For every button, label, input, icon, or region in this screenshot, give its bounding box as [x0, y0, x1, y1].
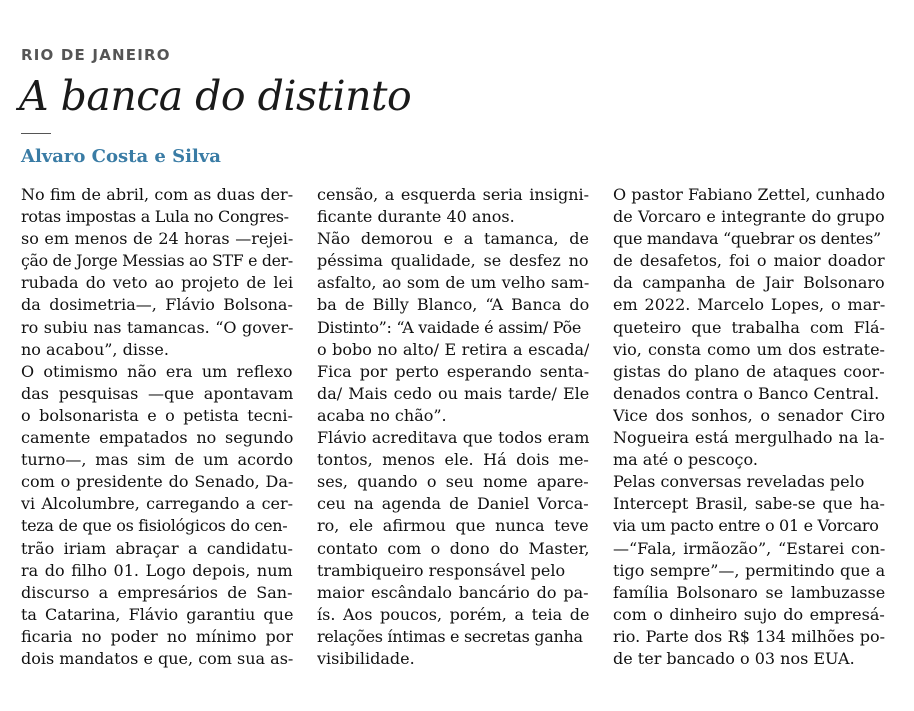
text-line: No fim de abril, com as duas der- [21, 185, 293, 204]
text-line: o bobo no alto/ E retira a escada/ [317, 339, 589, 359]
text-line: ficaria no poder no mínimo por [21, 626, 293, 646]
text-line: o bolsonarista e o petista tecni- [21, 405, 293, 425]
text-line: queteiro que trabalha com Flá- [613, 317, 885, 337]
text-line: de Vorcaro e integrante do grupo [613, 207, 885, 227]
text-line: família Bolsonaro se lambuzasse [613, 582, 885, 602]
text-line: de desafetos, foi o maior doador [613, 251, 885, 271]
text-line: ba de Billy Blanco, “A Banca do [317, 295, 589, 315]
text-line: relações íntimas e secretas ganha [317, 626, 583, 646]
text-line: rio. Parte dos R$ 134 milhões po- [613, 626, 885, 646]
text-line: da campanha de Jair Bolsonaro [613, 273, 885, 293]
text-line: acaba no chão”. [317, 405, 447, 425]
text-line: contato com o dono do Master, [317, 538, 589, 558]
text-line: asfalto, ao som de um velho sam- [317, 273, 589, 293]
text-line: trambiqueiro responsável pelo [317, 560, 566, 580]
text-line: péssima qualidade, se desfez no [317, 251, 589, 271]
text-line: dois mandatos e que, com sua as- [21, 648, 293, 668]
text-line: Flávio acreditava que todos eram [317, 428, 589, 448]
text-line: da/ Mais cedo ou mais tarde/ Ele [317, 383, 589, 403]
text-line: via um pacto entre o 01 e Vorcaro [613, 516, 879, 536]
text-line: Intercept Brasil, sabe-se que ha- [613, 494, 885, 514]
text-line: vio, consta como um dos estrate- [613, 339, 885, 359]
text-column-2 [317, 184, 589, 670]
text-line: com o presidente do Senado, Da- [21, 472, 293, 492]
text-line: ção de Jorge Messias ao STF e der- [21, 251, 293, 271]
text-line: Vice dos sonhos, o senador Ciro [613, 405, 885, 425]
text-line: Distinto”: “A vaidade é assim/ Põe [317, 317, 582, 337]
text-line: rubada do veto ao projeto de lei [21, 273, 293, 293]
text-line: no acabou”, disse. [21, 339, 169, 359]
text-line: tontos, menos ele. Há dois me- [317, 450, 589, 470]
text-line: rotas impostas a Lula no Congres- [21, 207, 289, 227]
text-line: gistas do plano de ataques coor- [613, 361, 885, 381]
text-line: Fica por perto esperando senta- [317, 361, 589, 381]
text-line: ís. Aos poucos, porém, a teia de [317, 604, 589, 624]
text-line: discurso a empresários de San- [21, 582, 293, 602]
text-line: O pastor Fabiano Zettel, cunhado [613, 185, 885, 204]
text-line: ceu na agenda de Daniel Vorca- [317, 494, 589, 514]
headline-divider [21, 133, 51, 134]
text-column-1 [21, 184, 293, 670]
text-line: denados contra o Banco Central. [613, 383, 880, 403]
text-line: em 2022. Marcelo Lopes, o mar- [613, 295, 885, 315]
section-kicker: RIO DE JANEIRO [21, 46, 171, 64]
text-line: ta Catarina, Flávio garantiu que [21, 604, 293, 624]
article-headline: A banca do distinto [19, 72, 412, 120]
text-line: teza de que os fisiológicos do cen- [21, 516, 288, 536]
text-line: ro, ele afirmou que nunca teve [317, 516, 589, 536]
text-line: visibilidade. [317, 648, 415, 668]
text-line: ma até o pescoço. [613, 450, 758, 470]
author-byline: Alvaro Costa e Silva [21, 146, 221, 167]
text-line: turno—, mas sim de um acordo [21, 450, 293, 470]
text-line: so em menos de 24 horas —rejei- [21, 229, 293, 249]
text-line: vi Alcolumbre, carregando a cer- [21, 494, 293, 514]
text-line: —“Fala, irmãozão”, “Estarei con- [613, 538, 885, 558]
text-line: Nogueira está mergulhado na la- [613, 428, 885, 448]
text-line: trão iriam abraçar a candidatu- [21, 538, 293, 558]
text-line: ra do filho 01. Logo depois, num [21, 560, 293, 580]
text-line: Pelas conversas reveladas pelo [613, 472, 865, 492]
text-line: ses, quando o seu nome apare- [317, 472, 589, 492]
text-line: com o dinheiro sujo do empresá- [613, 604, 885, 624]
text-line: da dosimetria—, Flávio Bolsona- [21, 295, 293, 315]
text-line: Não demorou e a tamanca, de [317, 229, 589, 249]
text-line: das pesquisas —que apontavam [21, 383, 293, 403]
text-line: ficante durante 40 anos. [317, 207, 515, 227]
text-line: tigo sempre”—, permitindo que a [613, 560, 885, 580]
text-line: O otimismo não era um reflexo [21, 361, 293, 381]
text-line: que mandava “quebrar os dentes” [613, 229, 881, 249]
text-line: maior escândalo bancário do pa- [317, 582, 589, 602]
text-line: camente empatados no segundo [21, 428, 293, 448]
text-line: de ter bancado o 03 nos EUA. [613, 648, 855, 668]
text-line: ro subiu nas tamancas. “O gover- [21, 317, 293, 337]
text-line: censão, a esquerda seria insigni- [317, 185, 589, 204]
text-column-3 [613, 184, 885, 670]
